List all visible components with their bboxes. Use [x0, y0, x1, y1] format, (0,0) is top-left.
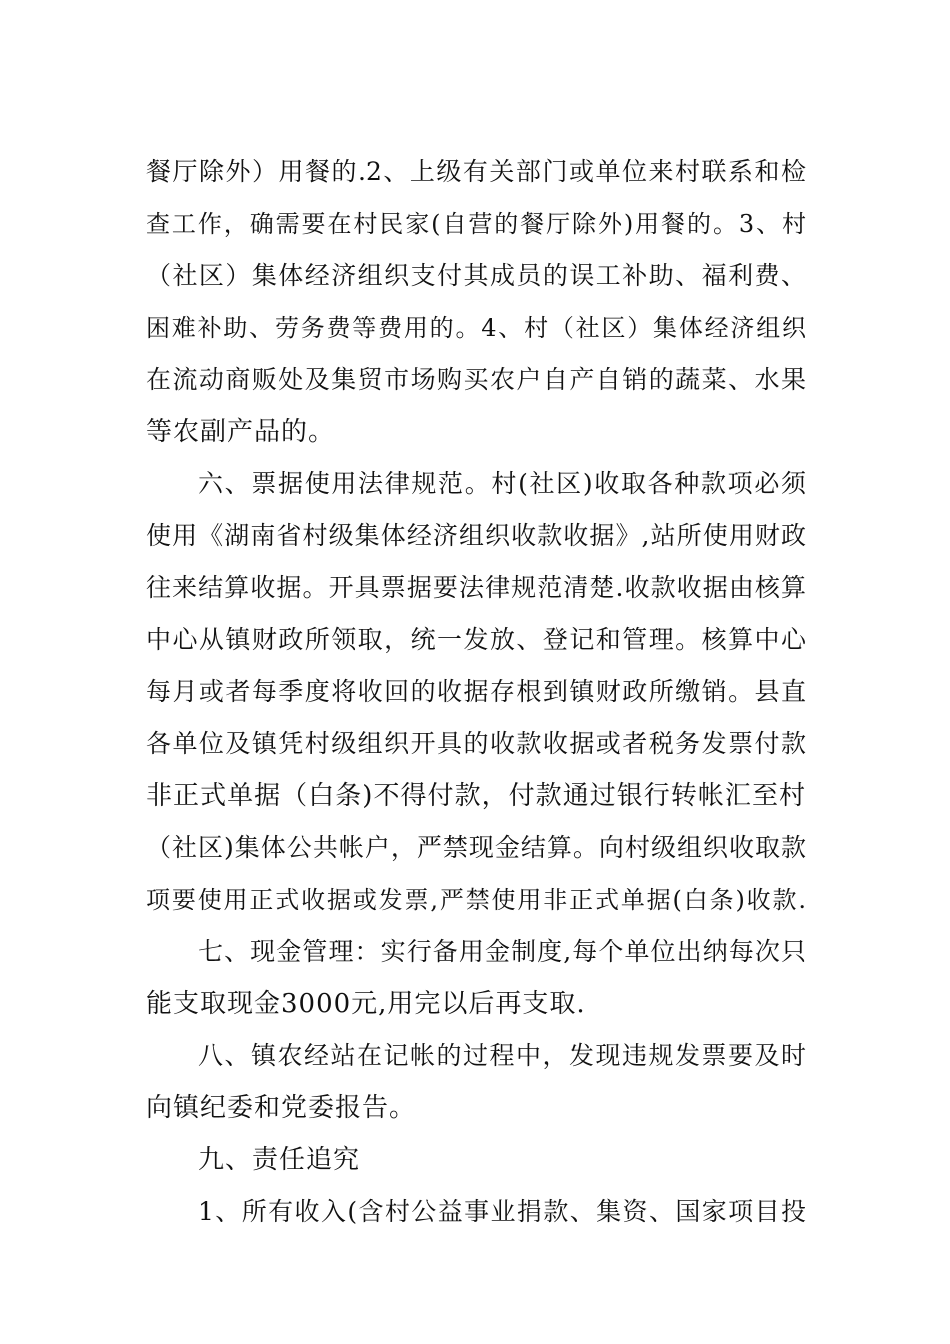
text-line: 1、所有收入(含村公益事业捐款、集资、国家项目投	[198, 1197, 806, 1226]
text-line: 使用《湖南省村级集体经济组织收款收据》,站所使用财政	[146, 521, 806, 550]
text-line: 向镇纪委和党委报告。	[146, 1093, 417, 1123]
text-line: 各单位及镇凭村级组织开具的收款收据或者税务发票付款	[146, 729, 806, 758]
text-line: （社区)集体公共帐户，严禁现金结算。向村级组织收取款	[146, 833, 806, 862]
section-heading-line: 九、责任追究	[198, 1145, 361, 1175]
text-line: 每月或者每季度将收回的收据存根到镇财政所缴销。县直	[146, 677, 806, 706]
text-line: 非正式单据（白条)不得付款，付款通过银行转帐汇至村	[146, 781, 806, 811]
text-line: 在流动商贩处及集贸市场购买农户自产自销的蔬菜、水果	[146, 365, 806, 394]
text-line: 餐厅除外）用餐的.2、上级有关部门或单位来村联系和检	[146, 157, 806, 186]
text-line: 项要使用正式收据或发票,严禁使用非正式单据(白条)收款.	[146, 886, 806, 914]
section-heading-line: 八、镇农经站在记帐的过程中，发现违规发票要及时	[198, 1041, 806, 1070]
text-line: 中心从镇财政所领取，统一发放、登记和管理。核算中心	[146, 625, 806, 654]
text-line: （社区）集体经济组织支付其成员的误工补助、福利费、	[146, 261, 806, 290]
section-heading-line: 六、票据使用法律规范。村(社区)收取各种款项必须	[198, 469, 806, 498]
text-line: 查工作，确需要在村民家(自营的餐厅除外)用餐的。3、村	[146, 210, 806, 238]
text-line: 困难补助、劳务费等费用的。4、村（社区）集体经济组织	[146, 314, 806, 342]
section-heading-line: 七、现金管理：实行备用金制度,每个单位出纳每次只	[198, 937, 806, 966]
text-line: 等农副产品的。	[146, 417, 336, 447]
document-body	[146, 146, 806, 1238]
text-line: 能支取现金3000元,用完以后再支取.	[146, 989, 586, 1019]
text-line: 往来结算收据。开具票据要法律规范清楚.收款收据由核算	[146, 573, 806, 602]
